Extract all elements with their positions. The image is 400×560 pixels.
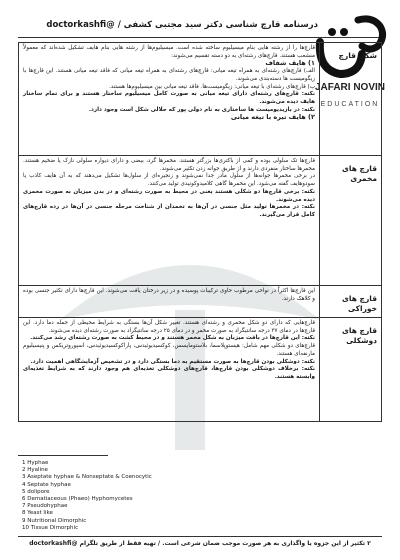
row-content: قارچ‌هایی که دارای دو شکل مخمری و رشته‌ای هستند. تغییر شکل آن‌ها بستگی به شرایط محیطی از جمله دما دارد. این قارچ‌ها در دمای ۳۷ درجه سانتیگراد به صورت مخمر و در دمای ۲۵ درجه سانتیگراد به صورت رشته‌ای دیده می‌شوند. نکته: این قارچ‌ها در بافت میزبان به شکل مخمر هستند و در محیط کشت به صورت رشته‌ای رشد می‌کنند. قارچ‌های دو شکلی مهم شامل: هیستوپلاسما، بلاستومایسس، کوکسیدیوئیدس، پاراکوکسیدیوئیدس، اسپوروتریکس و پنیسیلیوم مارنفه‌ای هستند. نکته: دوشکلی بودن قارچ‌ها به صورت مستقیم به دما بستگی دارد و در تشخیص آزمایشگاهی اهمیت دارد. نکته: برخلاف دوشکلی بودن قارچ‌ها، قارچ‌های دوشکلی تغذیه‌ای هم وجود دارند که به شرایط تغذیه‌ای وابسته هستند. xyxy=(23,320,315,380)
logo-text-bottom: EDUCATION xyxy=(320,101,380,108)
footnote: 3 Aseptate hyphae & Nonseptate & Coenocytic xyxy=(22,474,152,481)
row-content: قارچ‌ها تک سلولی بوده و کمی از باکتری‌ها بزرگتر هستند. مخمرها گرد، بیضی و دارای دیواره سلولی نازک یا ضخیم هستند. مخمرها ساختار منفردی دارند و از طریق جوانه زدن تکثیر می‌شوند. در برخی مخمرها جوانه‌ها از سلول مادر جدا نمی‌شوند و زنجیره‌ای از سلول‌ها تشکیل می‌دهند که به آن هایف کاذب یا سودوهایف گفته می‌شود. این مخمرها گاهی کلامیدوکونیدی تولید می‌کنند. نکته: برخی قارچ‌ها دو شکلی هستند یعنی در محیط به صورت رشته‌ای و در بدن میزبان به صورت مخمری دیده می‌شوند. نکته: در مخمرها تولید مثل جنسی در آن‌ها به تخمدان از شناخت مرحله جنسی در آن‌ها در رده قارچ‌های کامل قرار می‌گیرند. xyxy=(23,158,315,218)
table-row xyxy=(19,155,381,286)
footnote: 5 dolipore xyxy=(22,488,50,495)
footnote: 4 Septate hyphae xyxy=(22,481,71,488)
page-footer: ۲ تکثیر از این جزوه یا واگذاری به هر صورت موجب ضمان شرعی است. / تهیه فقط از طریق تلگرام @doctorkashfi xyxy=(29,540,371,547)
footnotes xyxy=(22,460,202,532)
footnote: 1 Hyphae xyxy=(22,460,49,466)
table-row xyxy=(19,43,381,155)
row-label: شکل قارچ xyxy=(319,43,381,155)
row-label: قارچ های دوشکلی xyxy=(319,318,381,422)
content-table xyxy=(18,42,382,422)
row-label: قارچ های خوراکی xyxy=(319,286,381,318)
footnote: 2 Hyaline xyxy=(22,467,48,474)
footnote: 6 Dematiaceous (Phaeo) Hyphomycetes xyxy=(22,496,133,503)
table-row xyxy=(19,285,381,318)
row-content: قارچ‌ها را از رشته هایی بنام میسیلیوم ساخته شده است. میسیلیوم‌ها از رشته هایی بنام هایف تشکیل شده‌اند که معمولاً منشعب هستند. قارچ‌های رشته‌ای به دو دسته تقسیم می‌شوند: ۱) هایف شفاف الف) قارچ‌های رشته‌ای به همراه تیغه میانی: قارچ‌های رشته‌ای به همراه تیغه میانی که فاقد تیغه میانی هستند. این قارچ‌ها با زیگومیست ها دسته‌بندی می‌شوند. ب) قارچ‌های رشته‌ای با تیغه میانی: زیگومیست‌ها. فاقد تیغه میانی بین میسیلیوم‌ها هستند. نکته: قارچ‌های رشته‌ای دارای تیغه میانی به صورت کامل میسیلیوم ساختار هستند و برای تمام ساختار هایف دیده می‌شوند. نکته: در بازیدیومیست ها ساختاری به نام دولی پور که حلالی شکل است وجود دارد. ۲) هایف تیره با تیغه میانی xyxy=(23,45,315,122)
footnote: 7 Pseudohyphae xyxy=(22,503,68,510)
row-label: قارچ های مخمری xyxy=(319,156,381,286)
table-row xyxy=(19,317,381,422)
footnote: 10 Tissue Dimorphic xyxy=(22,524,79,531)
footnote: 9 Nutritional Dimorphic xyxy=(22,517,87,524)
page-header: درسنامه قارچ شناسی دکتر سید مجتبی کشفی / @doctorkashfi xyxy=(46,20,318,30)
footnote: 8 Yeast like xyxy=(22,510,53,517)
logo-text-top: JAFARI NOVIN xyxy=(314,82,386,93)
footer-rule xyxy=(18,536,382,537)
row-content: این قارچ‌ها اکثراً در نواحی مرطوب حاوی ترکیبات پوسیده و در زیر درختان یافت می‌شوند. این قارچ‌ها دارای تکثیر جنسی بوده و کلاهک دارند. xyxy=(23,288,315,302)
footnote-rule xyxy=(18,455,108,456)
